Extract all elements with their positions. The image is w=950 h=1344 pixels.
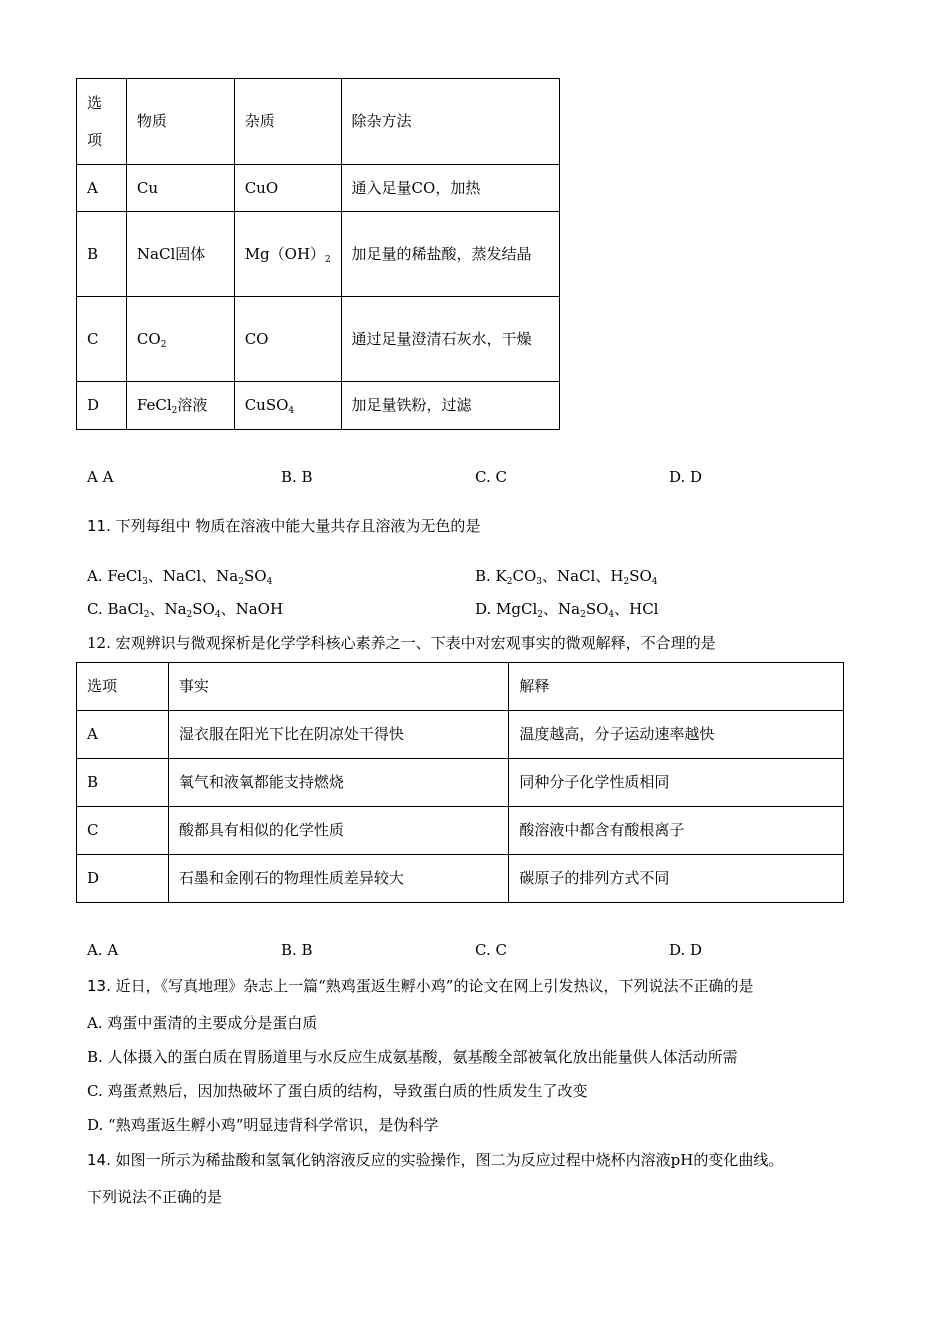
header-explanation: 解释 bbox=[509, 663, 844, 711]
table-row bbox=[77, 759, 844, 807]
q12-option-d[interactable]: D. D bbox=[669, 941, 703, 959]
header-impurity: 杂质 bbox=[234, 79, 341, 165]
q13-option-d[interactable]: D. “熟鸡蛋返生孵小鸡”明显违背科学常识，是伪科学 bbox=[87, 1116, 439, 1134]
cell-method: 通入足量CO，加热 bbox=[341, 165, 559, 212]
q12-stem bbox=[87, 632, 716, 653]
table-row bbox=[77, 212, 560, 297]
table-impurity-removal bbox=[76, 78, 560, 430]
q14-stem-text: 如图一所示为稀盐酸和氢氧化钠溶液反应的实验操作，图二为反应过程中烧杯内溶液pH的变化曲线。 bbox=[115, 1151, 784, 1169]
cell-fact: 酸都具有相似的化学性质 bbox=[168, 807, 509, 855]
q11-stem bbox=[87, 515, 480, 536]
cell-method: 通过足量澄清石灰水，干燥 bbox=[341, 297, 559, 382]
cell-substance: $CO_2$ bbox=[126, 297, 234, 382]
q11-option-c[interactable]: C. BaCl$_2$、$Na_2SO_4$、NaOH bbox=[87, 600, 284, 620]
cell-impurity: CuSO$_4$ bbox=[234, 382, 341, 430]
q11-stem-text: 下列每组中 物质在溶液中能大量共存且溶液为无色的是 bbox=[115, 517, 481, 535]
header-method: 除杂方法 bbox=[341, 79, 559, 165]
cell-option: A bbox=[77, 711, 169, 759]
cell-explanation: 碳原子的排列方式不同 bbox=[509, 855, 844, 903]
table-row bbox=[77, 382, 560, 430]
table-micro-explanation bbox=[76, 662, 844, 903]
q13-stem-text: 近日，《写真地理》杂志上一篇“熟鸡蛋返生孵小鸡”的论文在网上引发热议，下列说法不正确的是 bbox=[115, 977, 754, 995]
cell-explanation: 温度越高，分子运动速率越快 bbox=[509, 711, 844, 759]
cell-fact: 氧气和液氧都能支持燃烧 bbox=[168, 759, 509, 807]
cell-method: 加足量铁粉，过滤 bbox=[341, 382, 559, 430]
q11-option-a[interactable]: A. FeCl$_3$、NaCl、$Na_2SO_4$ bbox=[87, 567, 273, 587]
header-option: 选 项 bbox=[77, 79, 127, 165]
cell-substance: NaCl固体 bbox=[126, 212, 234, 297]
cell-impurity: CuO bbox=[234, 165, 341, 212]
q10-option-b[interactable]: B. B bbox=[281, 468, 313, 486]
q12-option-a[interactable]: A. A bbox=[87, 941, 119, 959]
cell-impurity: $Mg(OH)_2$ bbox=[234, 212, 341, 297]
cell-impurity: CO bbox=[234, 297, 341, 382]
q13-option-b[interactable]: B. 人体摄入的蛋白质在胃肠道里与水反应生成氨基酸，氨基酸全部被氧化放出能量供人体活动所需 bbox=[87, 1048, 738, 1066]
q11-option-d[interactable]: D. MgCl$_2$、$Na_2SO_4$、HCl bbox=[475, 600, 659, 620]
table-row bbox=[77, 165, 560, 212]
table-row bbox=[77, 711, 844, 759]
q12-option-c[interactable]: C. C bbox=[475, 941, 507, 959]
q14-number: 14. bbox=[87, 1151, 111, 1169]
q11-option-b[interactable]: B. $K_2CO_3$、NaCl、$H_2SO_4$ bbox=[475, 567, 658, 587]
cell-fact: 石墨和金刚石的物理性质差异较大 bbox=[168, 855, 509, 903]
q12-stem-text: 宏观辨识与微观探析是化学学科核心素养之一、下表中对宏观事实的微观解释，不合理的是 bbox=[115, 634, 716, 652]
q13-stem bbox=[87, 975, 753, 996]
cell-substance: Cu bbox=[126, 165, 234, 212]
q12-number: 12. bbox=[87, 634, 111, 652]
cell-fact: 湿衣服在阳光下比在阴凉处干得快 bbox=[168, 711, 509, 759]
cell-option: B bbox=[77, 759, 169, 807]
cell-method: 加足量的稀盐酸，蒸发结晶 bbox=[341, 212, 559, 297]
header-option: 选项 bbox=[77, 663, 169, 711]
cell-option: B bbox=[77, 212, 127, 297]
header-substance: 物质 bbox=[126, 79, 234, 165]
q13-number: 13. bbox=[87, 977, 111, 995]
table-row bbox=[77, 297, 560, 382]
q10-option-d[interactable]: D. D bbox=[669, 468, 703, 486]
table-row bbox=[77, 807, 844, 855]
cell-explanation: 同种分子化学性质相同 bbox=[509, 759, 844, 807]
cell-option: D bbox=[77, 382, 127, 430]
header-fact: 事实 bbox=[168, 663, 509, 711]
cell-substance: FeCl$_2$溶液 bbox=[126, 382, 234, 430]
cell-option: C bbox=[77, 297, 127, 382]
q10-option-c[interactable]: C. C bbox=[475, 468, 507, 486]
q13-option-c[interactable]: C. 鸡蛋煮熟后，因加热破坏了蛋白质的结构，导致蛋白质的性质发生了改变 bbox=[87, 1082, 588, 1100]
q14-stem bbox=[87, 1149, 783, 1170]
table-header-row bbox=[77, 663, 844, 711]
cell-option: D bbox=[77, 855, 169, 903]
cell-option: C bbox=[77, 807, 169, 855]
q12-option-b[interactable]: B. B bbox=[281, 941, 313, 959]
cell-explanation: 酸溶液中都含有酸根离子 bbox=[509, 807, 844, 855]
table-row bbox=[77, 855, 844, 903]
q10-option-a[interactable]: A A bbox=[87, 468, 114, 486]
q14-stem-continued: 下列说法不正确的是 bbox=[87, 1188, 223, 1206]
table-header-row bbox=[77, 79, 560, 165]
q11-number: 11. bbox=[87, 517, 111, 535]
q13-option-a[interactable]: A. 鸡蛋中蛋清的主要成分是蛋白质 bbox=[87, 1014, 318, 1032]
cell-option: A bbox=[77, 165, 127, 212]
